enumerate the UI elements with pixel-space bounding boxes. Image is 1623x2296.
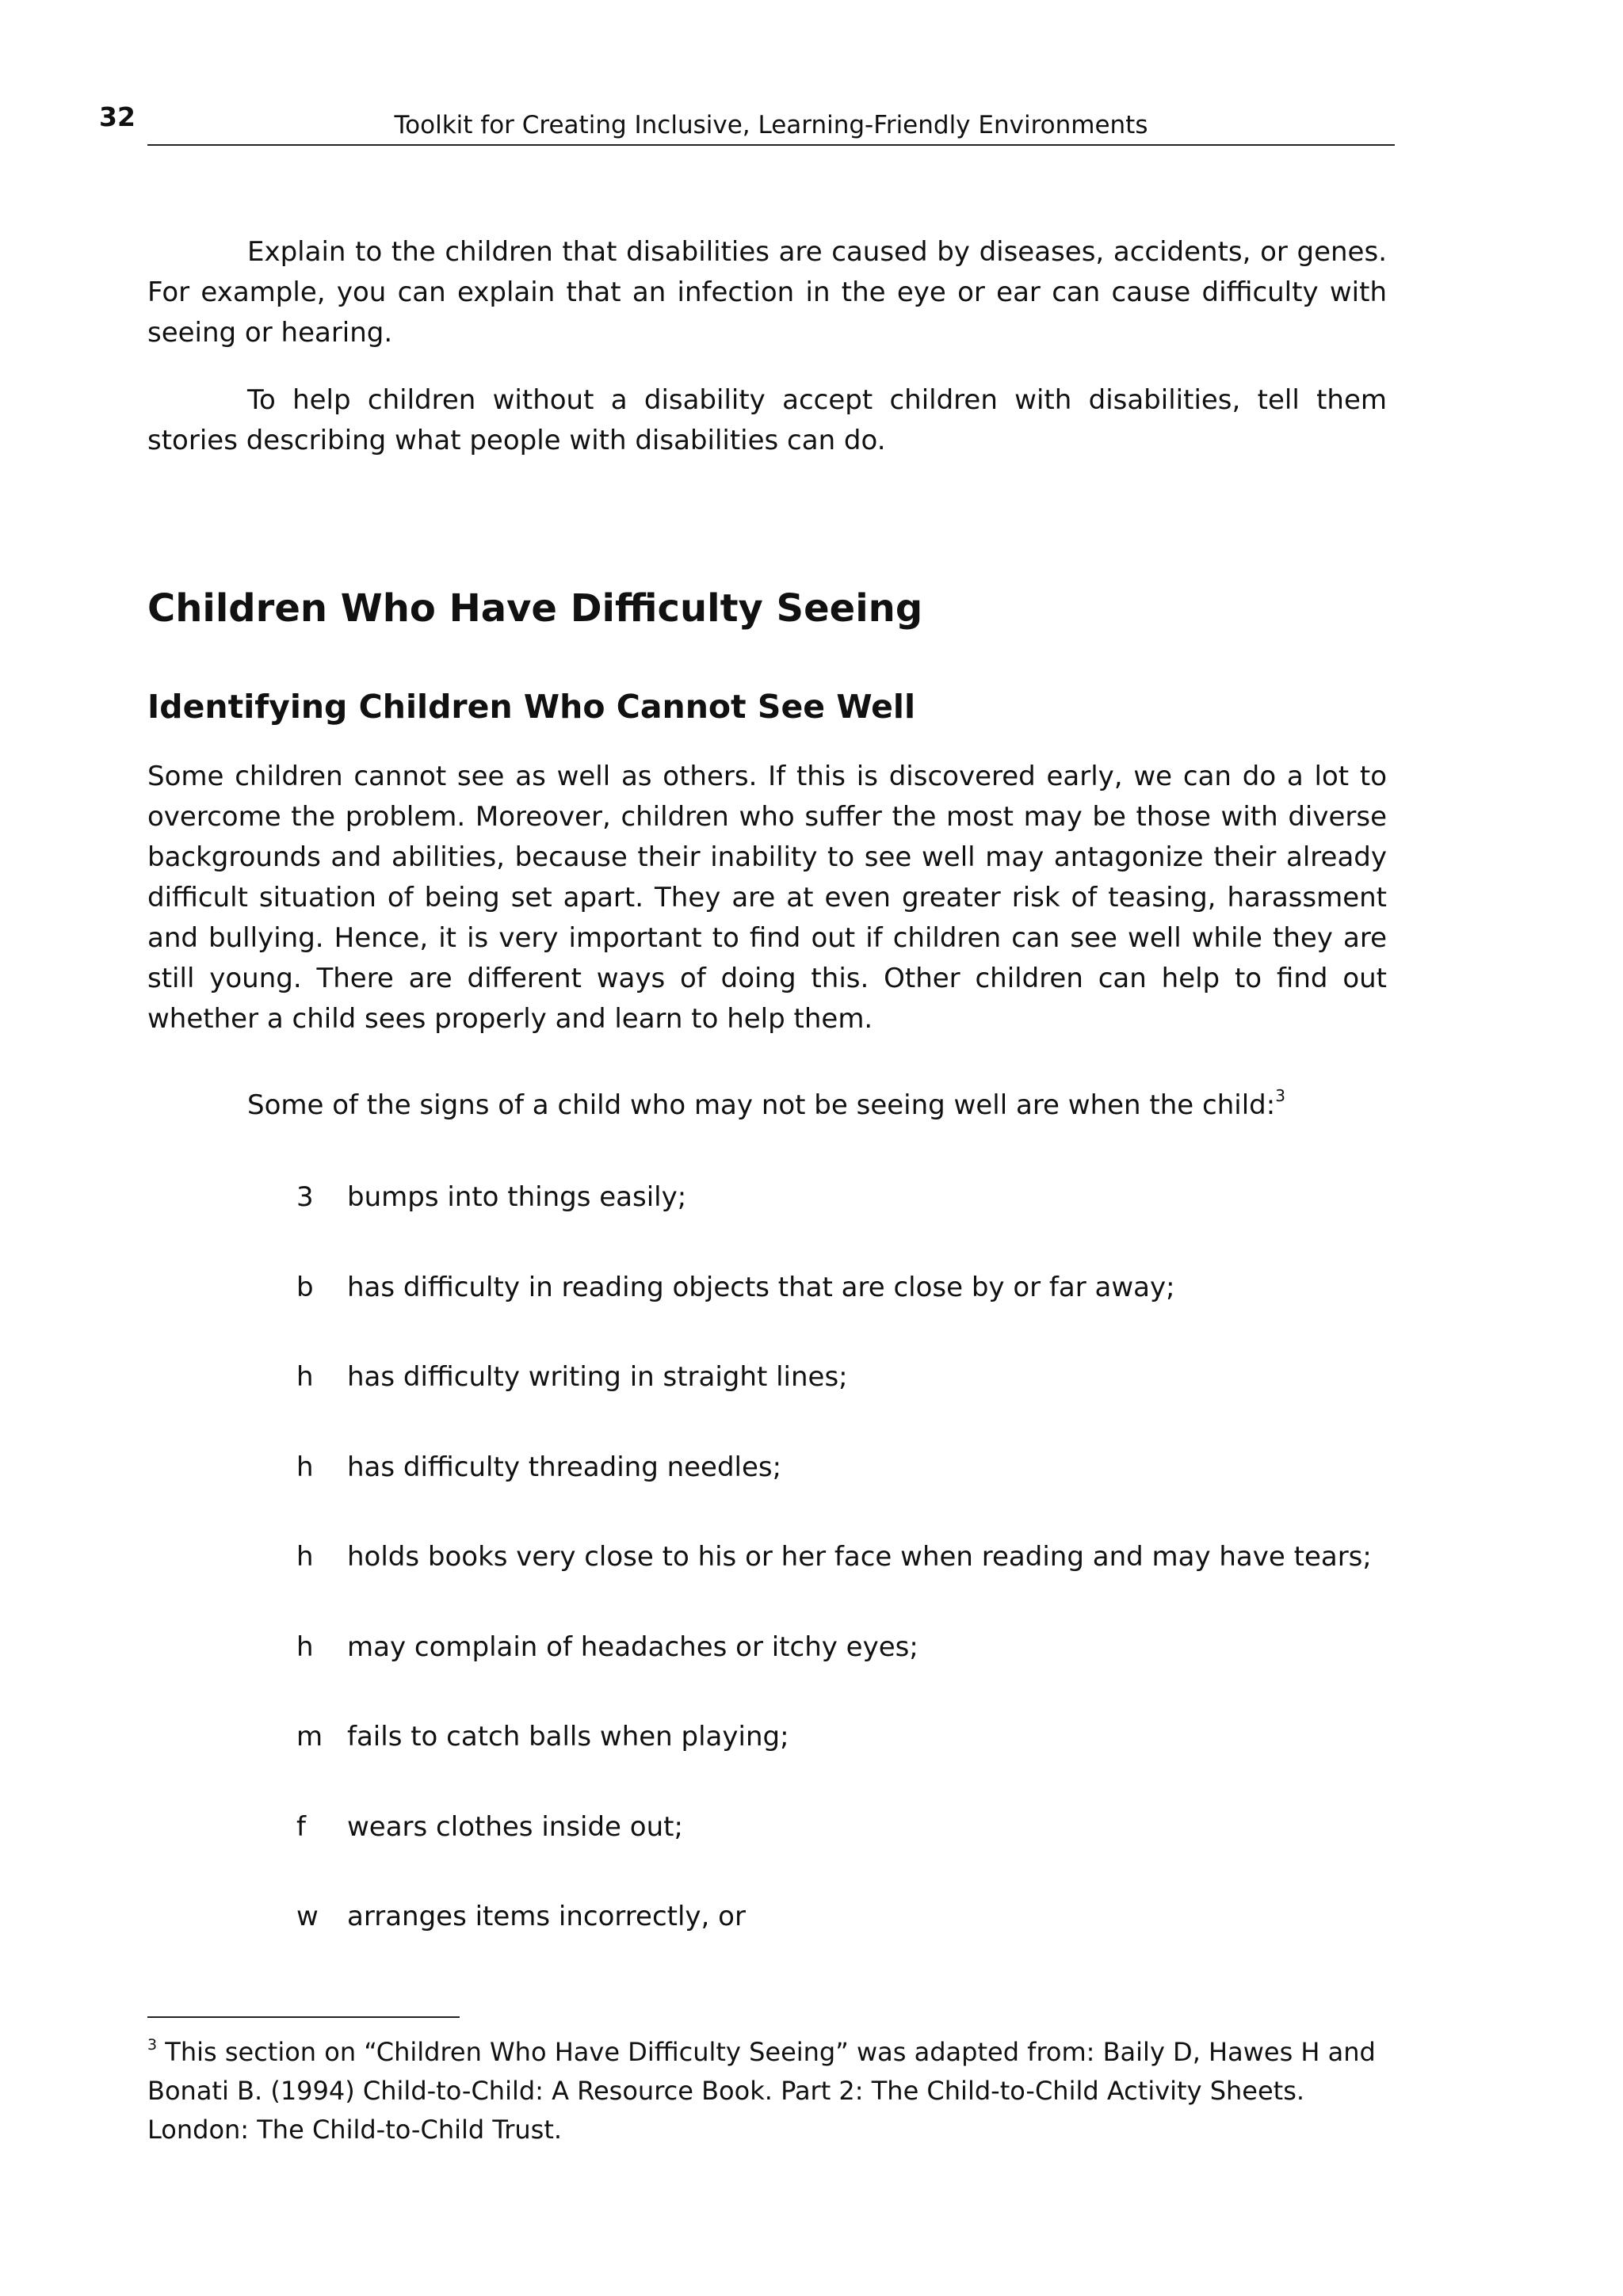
- bullet-marker: w: [296, 1901, 319, 1932]
- footnote-reference: 3: [1275, 1086, 1285, 1105]
- bullet-marker: h: [296, 1541, 314, 1573]
- list-item-text: has difficulty in reading objects that are close by or far away;: [347, 1271, 1175, 1303]
- page-number: 32: [99, 101, 136, 132]
- paragraph-acceptance-stories: To help children without a disability accept children with disabilities, tell them stories describing what people with disabilities can do.: [147, 384, 1387, 456]
- bullet-marker: h: [296, 1451, 314, 1483]
- list-item-text: wears clothes inside out;: [347, 1810, 683, 1843]
- list-item-text: bumps into things easily;: [347, 1181, 687, 1213]
- header-rule: [147, 144, 1395, 146]
- bullet-marker: m: [296, 1721, 323, 1753]
- list-item: [296, 1717, 1372, 1807]
- list-item: [296, 1807, 1372, 1897]
- list-item-text: fails to catch balls when playing;: [347, 1721, 789, 1753]
- bullet-marker: f: [296, 1810, 306, 1843]
- list-item-text: has difficulty writing in straight lines;: [347, 1361, 848, 1393]
- footnote-text: This section on “Children Who Have Difficulty Seeing” was adapted from: Baily D, Hawes H and Bonati B. (1994) Child-to-Child: A Resource Book. Part 2: The Child-to-Child Activity Sheets. London: The Child-to-Child Trust.: [147, 2037, 1376, 2145]
- bullet-marker: h: [296, 1361, 314, 1393]
- signs-list: [296, 1177, 1372, 1987]
- paragraph-identifying: Some children cannot see as well as others. If this is discovered early, we can do a lot to overcome the problem. Moreover, children who suffer the most may be those with diverse backgrounds and abilities, because their inability to see well may antagonize their already difficult situation of being set apart. They are at even greater risk of teasing, harassment and bullying. Hence, it is very important to find out if children can see well while they are still young. There are different ways of doing this. Other children can help to find out whether a child sees properly and learn to help them.: [147, 761, 1387, 1035]
- list-item: [296, 1537, 1372, 1627]
- list-item: [296, 1897, 1372, 1987]
- list-item: [296, 1447, 1372, 1538]
- signs-intro-text: Some of the signs of a child who may not be seeing well are when the child:: [247, 1089, 1276, 1121]
- bullet-marker: b: [296, 1271, 314, 1303]
- signs-intro: [247, 1085, 1285, 1125]
- list-item-text: may complain of headaches or itchy eyes;: [347, 1630, 918, 1663]
- section-subheading: Identifying Children Who Cannot See Well: [147, 688, 916, 726]
- paragraph-disability-causes: Explain to the children that disabilities are caused by diseases, accidents, or genes. For example, you can explain that an infection in the eye or ear can cause difficulty with seeing or hearing.: [147, 236, 1387, 349]
- footnote: [147, 2033, 1400, 2149]
- list-item-text: holds books very close to his or her face when reading and may have tears;: [347, 1541, 1372, 1573]
- list-item: [296, 1357, 1372, 1447]
- list-item-text: arranges items incorrectly, or: [347, 1901, 746, 1932]
- footnote-number: 3: [147, 2036, 158, 2054]
- running-header: Toolkit for Creating Inclusive, Learning-Friendly Environments: [394, 111, 1148, 139]
- bullet-marker: 3: [296, 1181, 314, 1213]
- section-heading: Children Who Have Difficulty Seeing: [147, 586, 923, 631]
- bullet-marker: h: [296, 1630, 314, 1663]
- list-item: [296, 1627, 1372, 1718]
- list-item: [296, 1268, 1372, 1358]
- list-item: [296, 1177, 1372, 1268]
- footnote-rule: [147, 2016, 460, 2018]
- list-item-text: has difficulty threading needles;: [347, 1451, 782, 1483]
